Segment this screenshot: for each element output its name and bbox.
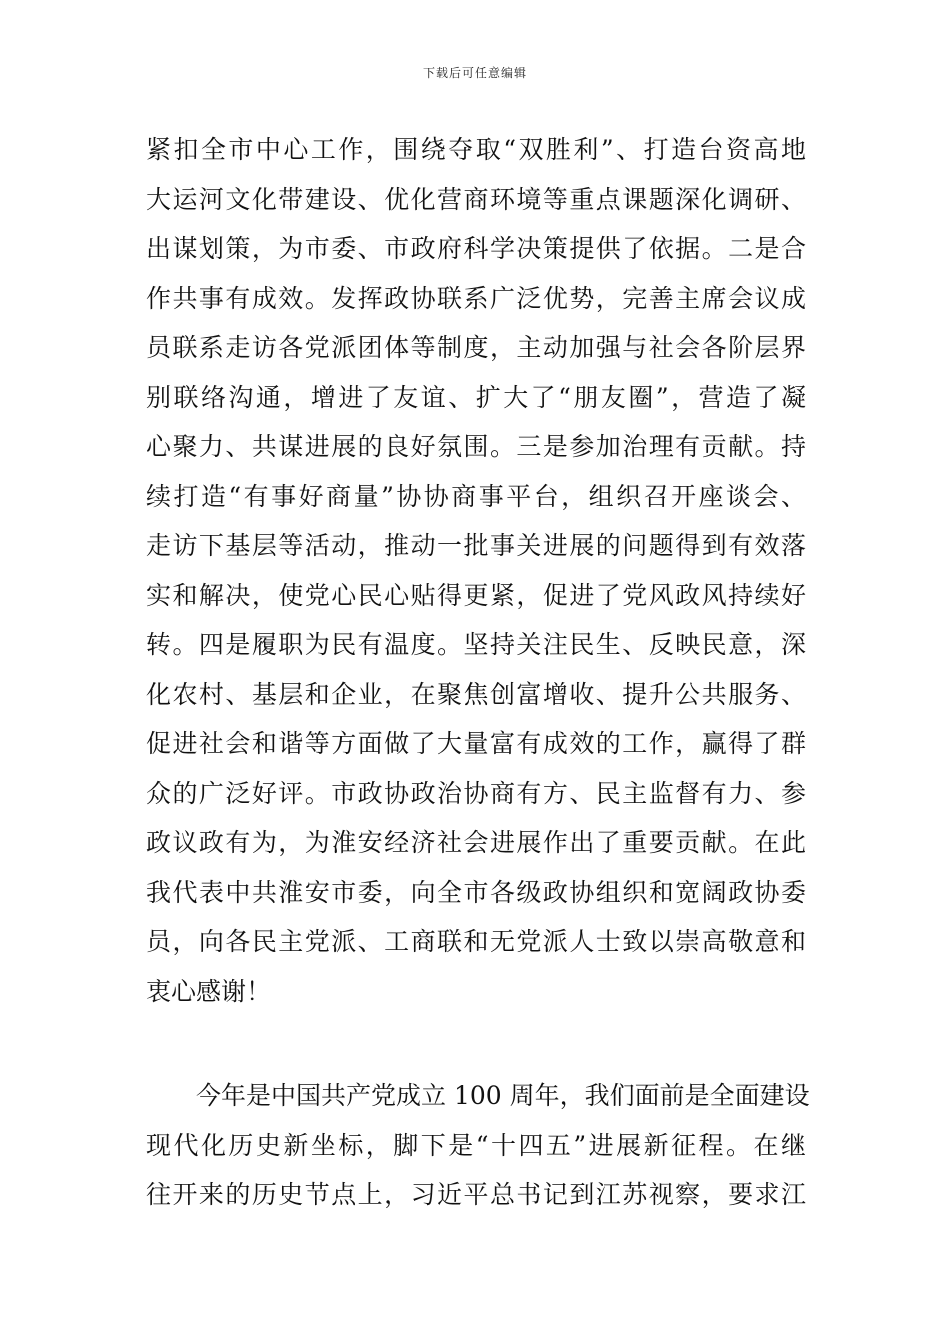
paragraph-line: 今年是中国共产党成立 100 周年，我们面前是全面建设 [146,1081,810,1110]
paragraph-line: 作共事有成效。发挥政协联系广泛优势，完善主席会议成 [146,283,806,313]
paragraph-line: 走访下基层等活动，推动一批事关进展的问题得到有效落 [146,531,806,560]
paragraph-line: 员，向各民主党派、工商联和无党派人士致以崇高敬意和 [146,927,806,956]
paragraph-line: 实和解决，使党心民心贴得更紧，促进了党风政风持续好 [146,580,806,610]
paragraph-line: 续打造“有事好商量”协协商事平台，组织召开座谈会、 [146,481,806,511]
paragraph-line: 大运河文化带建设、优化营商环境等重点课题深化调研、 [146,184,806,214]
paragraph-line: 化农村、基层和企业，在聚焦创富增收、提升公共服务、 [146,679,806,709]
paragraph-line: 转。四是履职为民有温度。坚持关注民生、反映民意，深 [146,630,806,659]
paragraph-line: 别联络沟通，增进了友谊、扩大了“朋友圈”，营造了凝 [146,382,806,412]
paragraph-line: 员联系走访各党派团体等制度，主动加强与社会各阶层界 [146,333,806,362]
paragraph-line: 衷心感谢！ [146,976,272,1006]
paragraph-line: 我代表中共淮安市委，向全市各级政协组织和宽阔政协委 [146,877,806,907]
paragraph-line: 促进社会和谐等方面做了大量富有成效的工作，赢得了群 [146,729,806,758]
paragraph-1 [146,125,806,1016]
paragraph-line: 紧扣全市中心工作，围绕夺取“双胜利”、打造台资高地 [146,135,806,164]
paragraph-line: 现代化历史新坐标，脚下是“十四五”进展新征程。在继 [146,1130,806,1160]
paragraph-line: 心聚力、共谋进展的良好氛围。三是参加治理有贡献。持 [146,432,806,461]
paragraph-line: 出谋划策，为市委、市政府科学决策提供了依据。二是合 [146,234,806,263]
paragraph-2 [146,1071,810,1220]
paragraph-line: 往开来的历史节点上，习近平总书记到江苏视察，要求江 [146,1180,806,1209]
paragraph-line: 政议政有为，为淮安经济社会进展作出了重要贡献。在此 [146,828,806,857]
page-header: 下载后可任意编辑 [422,66,527,80]
paragraph-line: 众的广泛好评。市政协政治协商有方、民主监督有力、参 [146,778,806,808]
